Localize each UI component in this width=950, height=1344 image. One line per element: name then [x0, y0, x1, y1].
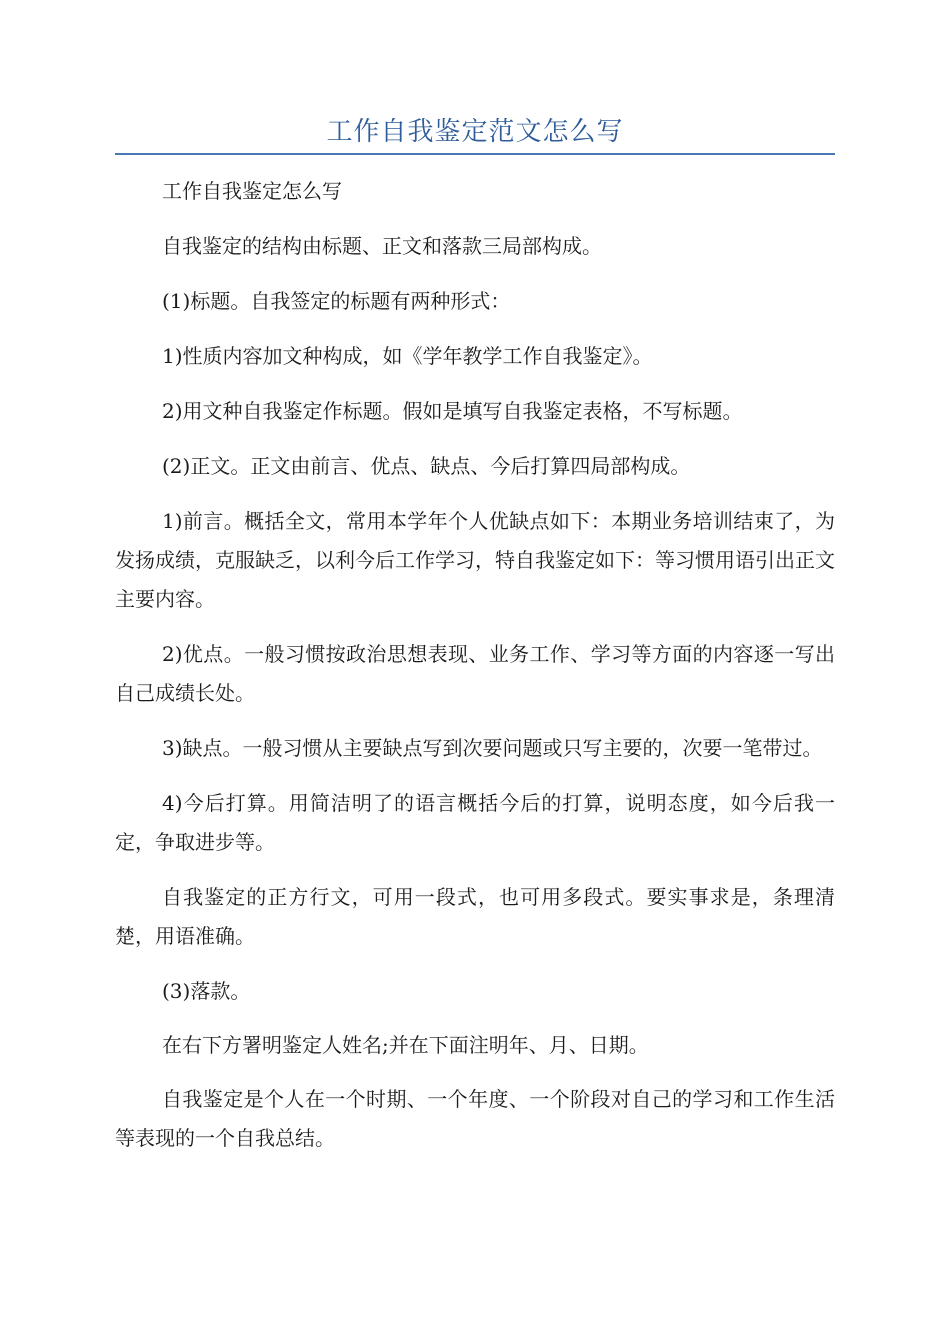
paragraph-writing-style: 自我鉴定的正方行文，可用一段式，也可用多段式。要实事求是，条理清楚，用语准确。 [115, 885, 835, 948]
paragraph-structure: 自我鉴定的结构由标题、正文和落款三局部构成。 [162, 234, 602, 258]
paragraph-body-section: (2)正文。正文由前言、优点、缺点、今后打算四局部构成。 [162, 454, 691, 478]
paragraph-preface: 1)前言。概括全文，常用本学年个人优缺点如下：本期业务培训结束了，为发扬成绩，克服缺乏，以利今后工作学习，特自我鉴定如下：等习惯用语引出正文主要内容。 [115, 509, 835, 611]
paragraph-future-plans: 4)今后打算。用简洁明了的语言概括今后的打算，说明态度，如今后我一定，争取进步等。 [115, 791, 835, 854]
paragraph-signature-section: (3)落款。 [162, 979, 251, 1003]
document-title: 工作自我鉴定范文怎么写 [326, 117, 624, 147]
paragraph-weaknesses: 3)缺点。一般习惯从主要缺点写到次要问题或只写主要的，次要一笔带过。 [162, 736, 823, 760]
paragraph-strengths: 2)优点。一般习惯按政治思想表现、业务工作、学习等方面的内容逐一写出自己成绩长处。 [115, 642, 835, 705]
document-body [115, 172, 835, 1174]
paragraph-title-section: (1)标题。自我签定的标题有两种形式： [162, 289, 511, 313]
paragraph-title-form-1: 1)性质内容加文种构成，如《学年教学工作自我鉴定》。 [162, 344, 653, 368]
paragraph-signature-details: 在右下方署明鉴定人姓名;并在下面注明年、月、日期。 [162, 1033, 649, 1057]
paragraph-title-form-2: 2)用文种自我鉴定作标题。假如是填写自我鉴定表格，不写标题。 [162, 399, 743, 423]
paragraph-definition: 自我鉴定是个人在一个时期、一个年度、一个阶段对自己的学习和工作生活等表现的一个自我总结。 [115, 1087, 835, 1150]
paragraph-subheading: 工作自我鉴定怎么写 [162, 179, 342, 203]
title-divider [115, 153, 835, 155]
